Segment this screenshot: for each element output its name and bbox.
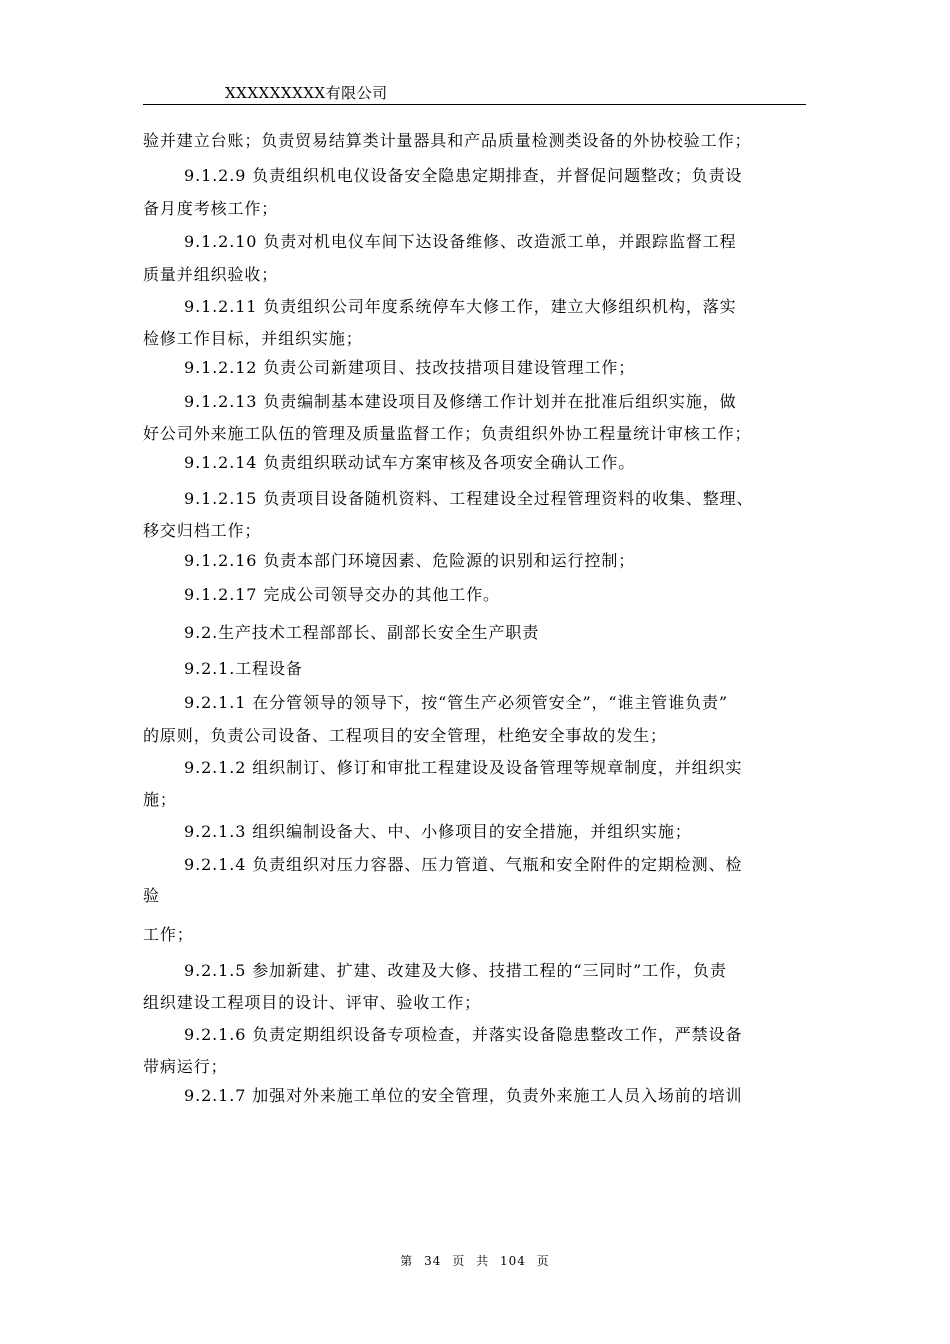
section-heading: 9.2.生产技术工程部部长、副部长安全生产职责 — [184, 623, 540, 642]
text-line: 9.2.1.4 负责组织对压力容器、压力管道、气瓶和安全附件的定期检测、检 — [184, 855, 743, 874]
text-line: 9.1.2.10 负责对机电仪车间下达设备维修、改造派工单，并跟踪监督工程 — [184, 232, 737, 251]
text-line: 9.1.2.9 负责组织机电仪设备安全隐患定期排查，并督促问题整改；负责设 — [184, 166, 743, 185]
footer-word-total: 共 — [476, 1254, 490, 1268]
text-line: 9.2.1.6 负责定期组织设备专项检查，并落实设备隐患整改工作，严禁设备 — [184, 1025, 743, 1044]
text-line: 9.1.2.11 负责组织公司年度系统停车大修工作，建立大修组织机构，落实 — [184, 297, 737, 316]
company-name: XXXXXXXXX有限公司 — [225, 84, 388, 102]
text-line: 质量并组织验收； — [143, 265, 279, 284]
current-page-number: 34 — [424, 1254, 442, 1268]
text-line: 9.2.1.1 在分管领导的领导下，按“管生产必须管安全”，“谁主管谁负责” — [184, 693, 728, 712]
text-line: 9.1.2.14 负责组织联动试车方案审核及各项安全确认工作。 — [184, 453, 636, 472]
text-line: 验 — [143, 886, 160, 905]
page-footer — [0, 1252, 950, 1269]
text-line: 的原则，负责公司设备、工程项目的安全管理，杜绝安全事故的发生； — [143, 726, 667, 745]
text-line: 组织建设工程项目的设计、评审、验收工作； — [143, 993, 482, 1012]
footer-prefix: 第 — [400, 1254, 414, 1268]
text-line: 9.1.2.12 负责公司新建项目、技改技措项目建设管理工作； — [184, 358, 636, 377]
text-line: 9.1.2.15 负责项目设备随机资料、工程建设全过程管理资料的收集、整理、 — [184, 489, 754, 508]
text-line: 检修工作目标，并组织实施； — [143, 329, 363, 348]
total-pages-number: 104 — [499, 1254, 526, 1268]
text-line: 9.2.1.7 加强对外来施工单位的安全管理，负责外来施工人员入场前的培训 — [184, 1086, 743, 1105]
text-line: 验并建立台账；负责贸易结算类计量器具和产品质量检测类设备的外协校验工作； — [143, 131, 752, 150]
footer-word-page: 页 — [452, 1254, 466, 1268]
text-line: 好公司外来施工队伍的管理及质量监督工作；负责组织外协工程量统计审核工作； — [143, 424, 752, 443]
footer-suffix: 页 — [536, 1254, 550, 1268]
page-header — [143, 82, 806, 105]
text-line: 9.2.1.5 参加新建、扩建、改建及大修、技措工程的“三同时”工作，负责 — [184, 961, 727, 980]
text-line: 9.2.1.2 组织制订、修订和审批工程建设及设备管理等规章制度，并组织实 — [184, 758, 743, 777]
text-line: 备月度考核工作； — [143, 199, 279, 218]
text-line: 带病运行； — [143, 1057, 228, 1076]
text-line: 移交归档工作； — [143, 521, 262, 540]
text-line: 9.1.2.13 负责编制基本建设项目及修缮工作计划并在批准后组织实施，做 — [184, 392, 737, 411]
text-line: 工作； — [143, 925, 194, 944]
text-line: 9.1.2.17 完成公司领导交办的其他工作。 — [184, 585, 500, 604]
text-line: 9.1.2.16 负责本部门环境因素、危险源的识别和运行控制； — [184, 551, 636, 570]
text-line: 9.2.1.3 组织编制设备大、中、小修项目的安全措施，并组织实施； — [184, 822, 692, 841]
text-line: 施； — [143, 790, 177, 809]
subsection-heading: 9.2.1.工程设备 — [184, 659, 303, 678]
